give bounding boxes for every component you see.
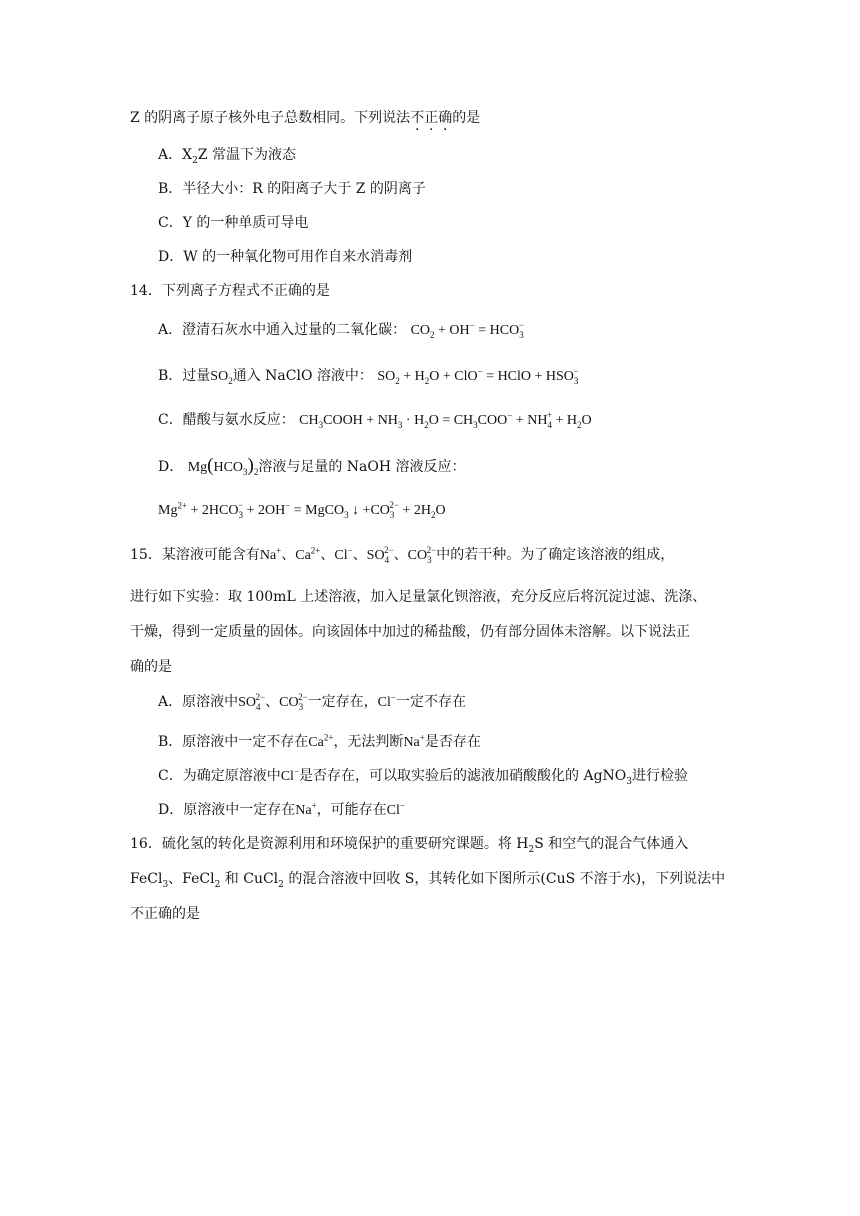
q13-stem-end: 的是 (452, 110, 481, 126)
q15-option-a (158, 692, 466, 713)
equation-a: $CO_2 + OH^- = HCO_3^-$ (410, 320, 524, 340)
option-text: 原溶液中 (182, 694, 239, 710)
q16-stem-line-2 (130, 869, 725, 889)
q15-stem-line-1 (130, 545, 674, 566)
option-text: ，可能存在 (316, 802, 387, 818)
option-text: 醋酸与氨水反应： (182, 412, 295, 428)
q15-ions: Na+、$Ca^{2+}$、Cl−、$SO_4^{2-}$、$CO_3^{2-}$ (259, 545, 437, 565)
q15-stem-line-4: 确的是 (130, 659, 172, 675)
subscript: 3 (626, 776, 633, 787)
option-text: 一定存在， (307, 694, 378, 710)
ion-cl: Cl− (386, 800, 405, 818)
ion-cl: Cl− (280, 766, 300, 784)
ions: $SO_4^{2-}$、$CO_3^{2-}$ (238, 692, 308, 712)
subscript: 2 (214, 879, 221, 890)
q13-option-b: B．半径大小：R 的阳离子大于 Z 的阴离子 (158, 181, 426, 197)
subscript: 2 (528, 844, 535, 855)
option-text: 为确定原溶液中 (182, 768, 281, 784)
option-text: 是否存在 (424, 734, 481, 750)
subscript: 2 (192, 155, 198, 166)
q15-stem-text: 中的若干种。为了确定该溶液的组成， (436, 547, 675, 563)
option-text: 溶液与足量的 NaOH 溶液反应： (258, 459, 466, 475)
q16-stem-text: 的混合溶液中回收 S，其转化如下图所示(CuS 不溶于水)，下列说法中 (283, 871, 726, 887)
option-text: 过量 (182, 368, 211, 384)
q15-option-c (158, 766, 688, 787)
ion-ca: $Ca^{2+}$ (308, 732, 334, 750)
q16-stem-line-3: 不正确的是 (130, 906, 200, 922)
option-text: Z 常温下为液态 (197, 147, 297, 163)
formula-x: X (182, 147, 193, 163)
subscript: 3 (162, 879, 169, 890)
option-label: A． (158, 322, 183, 338)
q13-stem-text: Z 的阴离子原子核外电子总数相同。下列说法 (130, 110, 411, 126)
subscript: 2 (278, 879, 284, 890)
option-text: ，无法判断 (333, 734, 404, 750)
q13-stem (130, 108, 480, 128)
q13-em-2: 正 (424, 110, 439, 126)
option-text: 进行检验 (632, 768, 689, 784)
option-text: 一定不存在 (395, 694, 466, 710)
option-text: 是否存在，可以取实验后的滤液加硝酸酸化的 AgNO (299, 768, 627, 784)
q13-em-1: 不 (410, 110, 425, 126)
q16-stem-text: 和 CuCl (220, 871, 279, 887)
equation-c: $CH_3COOH + NH_3 \cdot H_2O = CH_3COO^- + NH_4^+ + H_2O$ (299, 410, 592, 430)
option-text: 澄清石灰水中通入过量的二氧化碳： (182, 322, 407, 338)
equation-b: $SO_2 + H_2O + ClO^-$ = HClO + $HSO_3^-$ (377, 366, 579, 386)
option-text: 原溶液中一定不存在 (182, 734, 309, 750)
option-text: 原溶液中一定存在 (183, 802, 296, 818)
q15-option-d (158, 800, 405, 821)
option-label: C． (158, 412, 183, 428)
equation-d: $Mg^{2+} + 2HCO_3^- + 2OH^-$ = MgCO$_3$ ↓ $+CO_3^{2-} + 2H_2O$ (158, 500, 446, 520)
option-text: 通入 NaClO 溶液中： (232, 368, 373, 384)
option-label: C． (158, 768, 183, 784)
option-label: A． (158, 694, 183, 710)
option-label: B． (158, 368, 183, 384)
formula-mghco3: $Mg(HCO_3)_2$ (187, 455, 259, 477)
q13-option-d: D．W 的一种氧化物可用作自来水消毒剂 (158, 249, 413, 265)
q15-stem-line-2: 进行如下实验：取 100mL 上述溶液，加入足量氯化钡溶液，充分反应后将沉淀过滤、洗涤、 (130, 589, 707, 605)
q14-option-a (158, 320, 524, 341)
ion-na: Na+ (295, 800, 317, 818)
q16-stem-line-1 (130, 834, 688, 854)
q14-stem: 14．下列离子方程式不正确的是 (130, 283, 330, 299)
ion-na: Na+ (403, 732, 425, 750)
q14-option-b (158, 366, 579, 387)
option-label: D． (158, 802, 184, 818)
q16-stem-text: FeCl (130, 871, 163, 887)
q13-em-3: 确 (438, 110, 453, 126)
ion-cl: Cl− (377, 692, 396, 710)
q14-option-c (158, 410, 592, 431)
q16-stem-text: S 和空气的混合气体通入 (534, 836, 689, 852)
option-label: B． (158, 734, 183, 750)
q13-option-a (158, 145, 296, 165)
q16-stem-text: 16．硫化氢的转化是资源利用和环境保护的重要研究课题。将 H (130, 836, 529, 852)
q15-stem-text: 15．某溶液可能含有 (130, 547, 260, 563)
q15-stem-line-3: 干燥，得到一定质量的固体。向该固体中加过的稀盐酸，仍有部分固体未溶解。以下说法正 (130, 624, 690, 640)
q16-stem-text: 、FeCl (168, 871, 215, 887)
q13-option-c: C．Y 的一种单质可导电 (158, 215, 309, 231)
q15-option-b (158, 732, 481, 753)
q14-option-d (158, 456, 466, 478)
formula-so2: $SO_2$ (210, 369, 233, 386)
option-label: A． (158, 147, 183, 163)
option-label: D． (158, 459, 184, 475)
